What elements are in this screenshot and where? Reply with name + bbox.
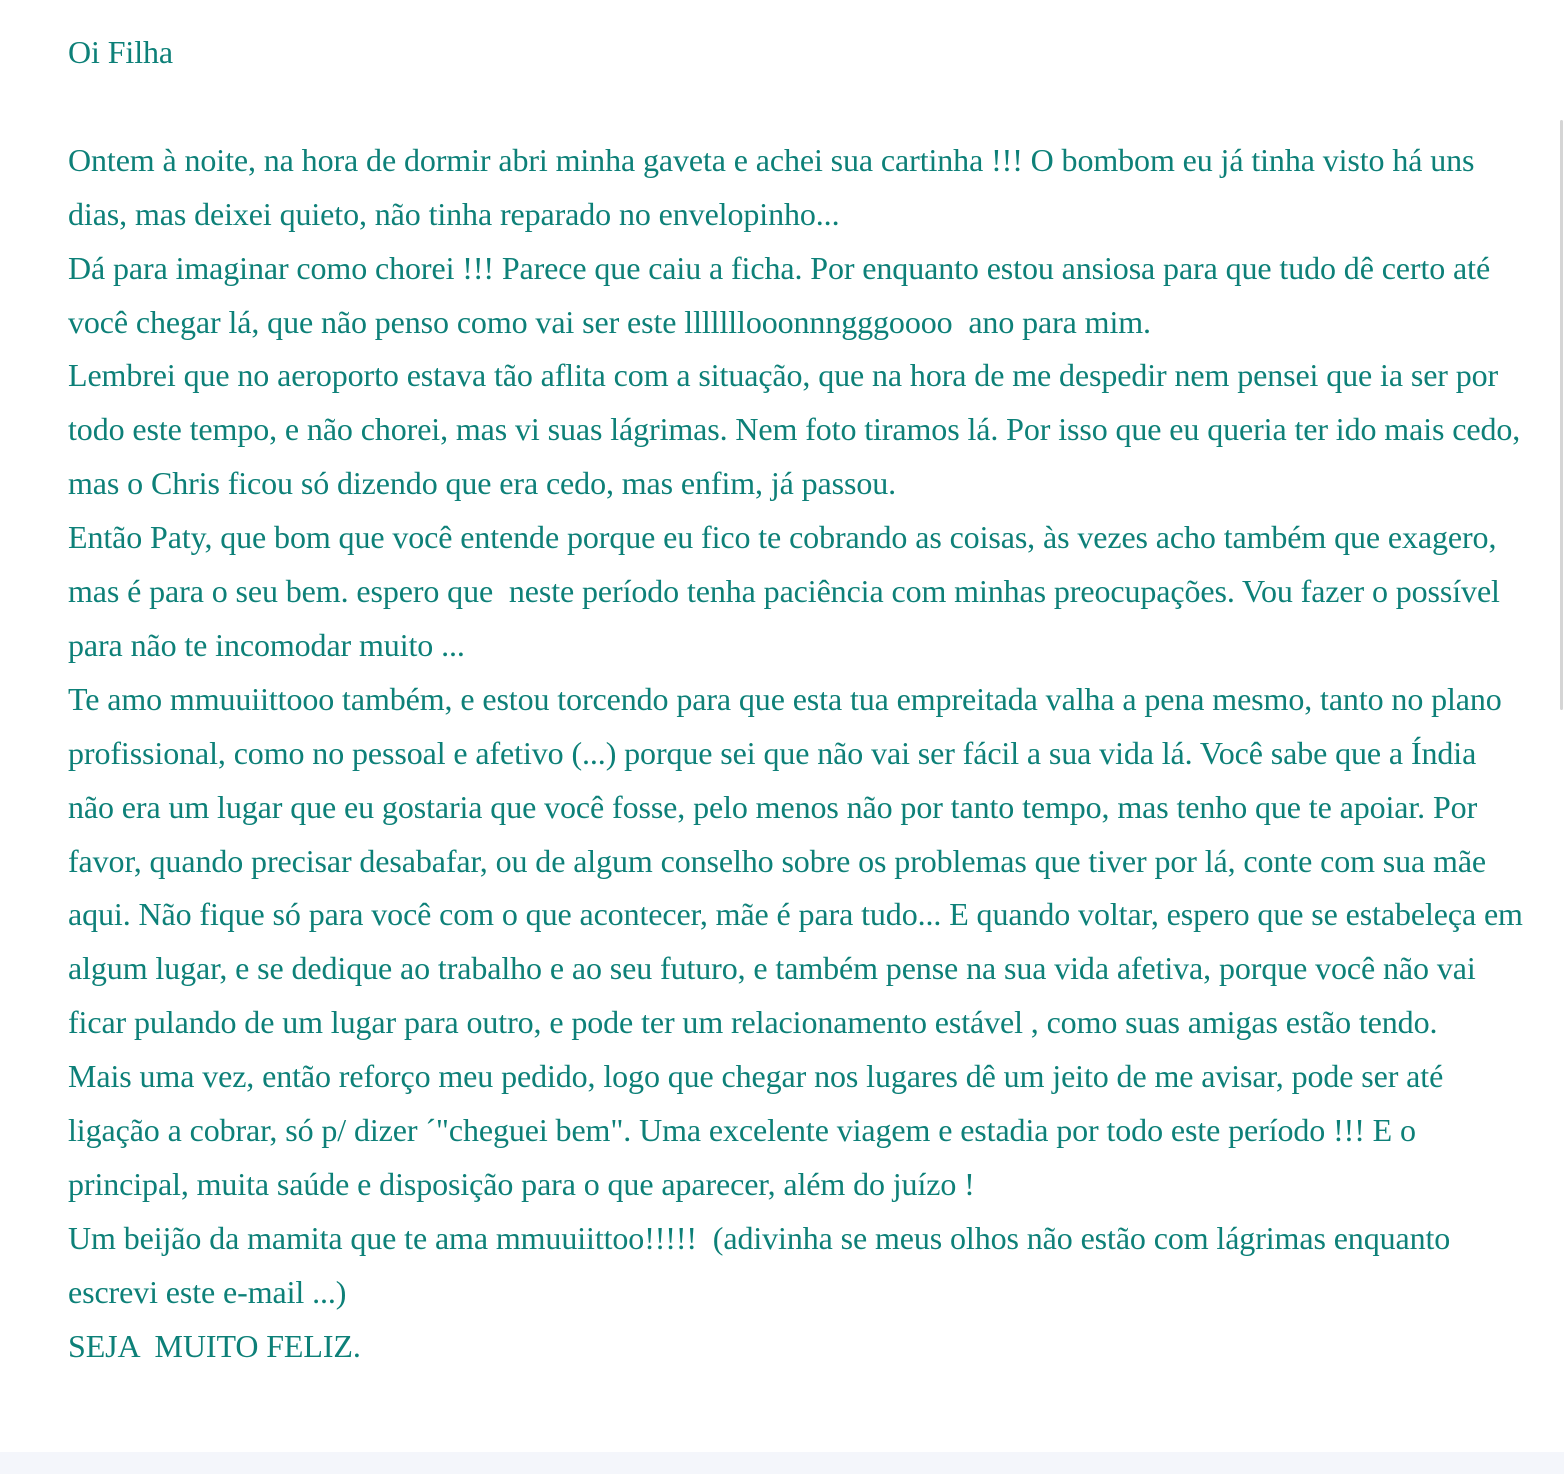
scrollbar-thumb[interactable]: [1560, 120, 1563, 710]
letter-paragraph-1: Ontem à noite, na hora de dormir abri minha gaveta e achei sua cartinha !!! O bombom eu já tinha visto há uns dias, mas deixei quieto, não tinha reparado no envelopinho...: [68, 141, 1483, 232]
bottom-band: [0, 1452, 1564, 1474]
letter-paragraph-5: Te amo mmuuiittooo também, e estou torcendo para que esta tua empreitada valha a pena mesmo, tanto no plano profissional, como no pessoal e afetivo (...) porque sei que não vai ser fácil a sua vida lá. Você sabe que a Índia não era um lugar que eu gostaria que você fosse, pelo menos não por tanto tempo, mas tenho que te apoiar. Por favor, quando precisar desabafar, ou de algum conselho sobre os problemas que tiver por lá, conte com sua mãe aqui. Não fique só para você com o que acontecer, mãe é para tudo... E quando voltar, espero que se estabeleça em algum lugar, e se dedique ao trabalho e ao seu futuro, e também pense na sua vida afetiva, porque você não vai ficar pulando de um lugar para outro, e pode ter um relacionamento estável , como suas amigas estão tendo.: [68, 680, 1531, 1041]
vertical-scrollbar[interactable]: [1556, 0, 1564, 1452]
letter-text: [68, 26, 1531, 1374]
letter-paragraph-6: Mais uma vez, então reforço meu pedido, logo que chegar nos lugares dê um jeito de me avisar, pode ser até ligação a cobrar, só p/ dizer ´"cheguei bem". Uma excelente viagem e estadia por todo este período !!! E o principal, muita saúde e disposição para o que aparecer, além do juízo !: [68, 1058, 1452, 1202]
letter-paragraph-4: Então Paty, que bom que você entende porque eu fico te cobrando as coisas, às vezes acho também que exagero, mas é para o seu bem. espero que neste período tenha paciência com minhas preocupações. Vou fazer o possível para não te incomodar muito ...: [68, 519, 1508, 663]
letter-signoff: SEJA MUITO FELIZ.: [68, 1327, 361, 1364]
blank-line: [68, 80, 1528, 134]
letter-greeting: Oi Filha: [68, 34, 173, 70]
letter-paragraph-3: Lembrei que no aeroporto estava tão aflita com a situação, que na hora de me despedir nem pensei que ia ser por todo este tempo, e não chorei, mas vi suas lágrimas. Nem foto tiramos lá. Por isso que eu queria ter ido mais cedo, mas o Chris ficou só dizendo que era cedo, mas enfim, já passou.: [68, 357, 1529, 502]
letter-paragraph-7: Um beijão da mamita que te ama mmuuiittoo!!!!! (adivinha se meus olhos não estão com lágrimas enquanto escrevi este e-mail ...): [68, 1219, 1459, 1310]
letter-paragraph-2: Dá para imaginar como chorei !!! Parece que caiu a ficha. Por enquanto estou ansiosa para que tudo dê certo até você chegar lá, que não penso como vai ser este lllllllooonnngggoooo ano para mim.: [68, 249, 1498, 340]
